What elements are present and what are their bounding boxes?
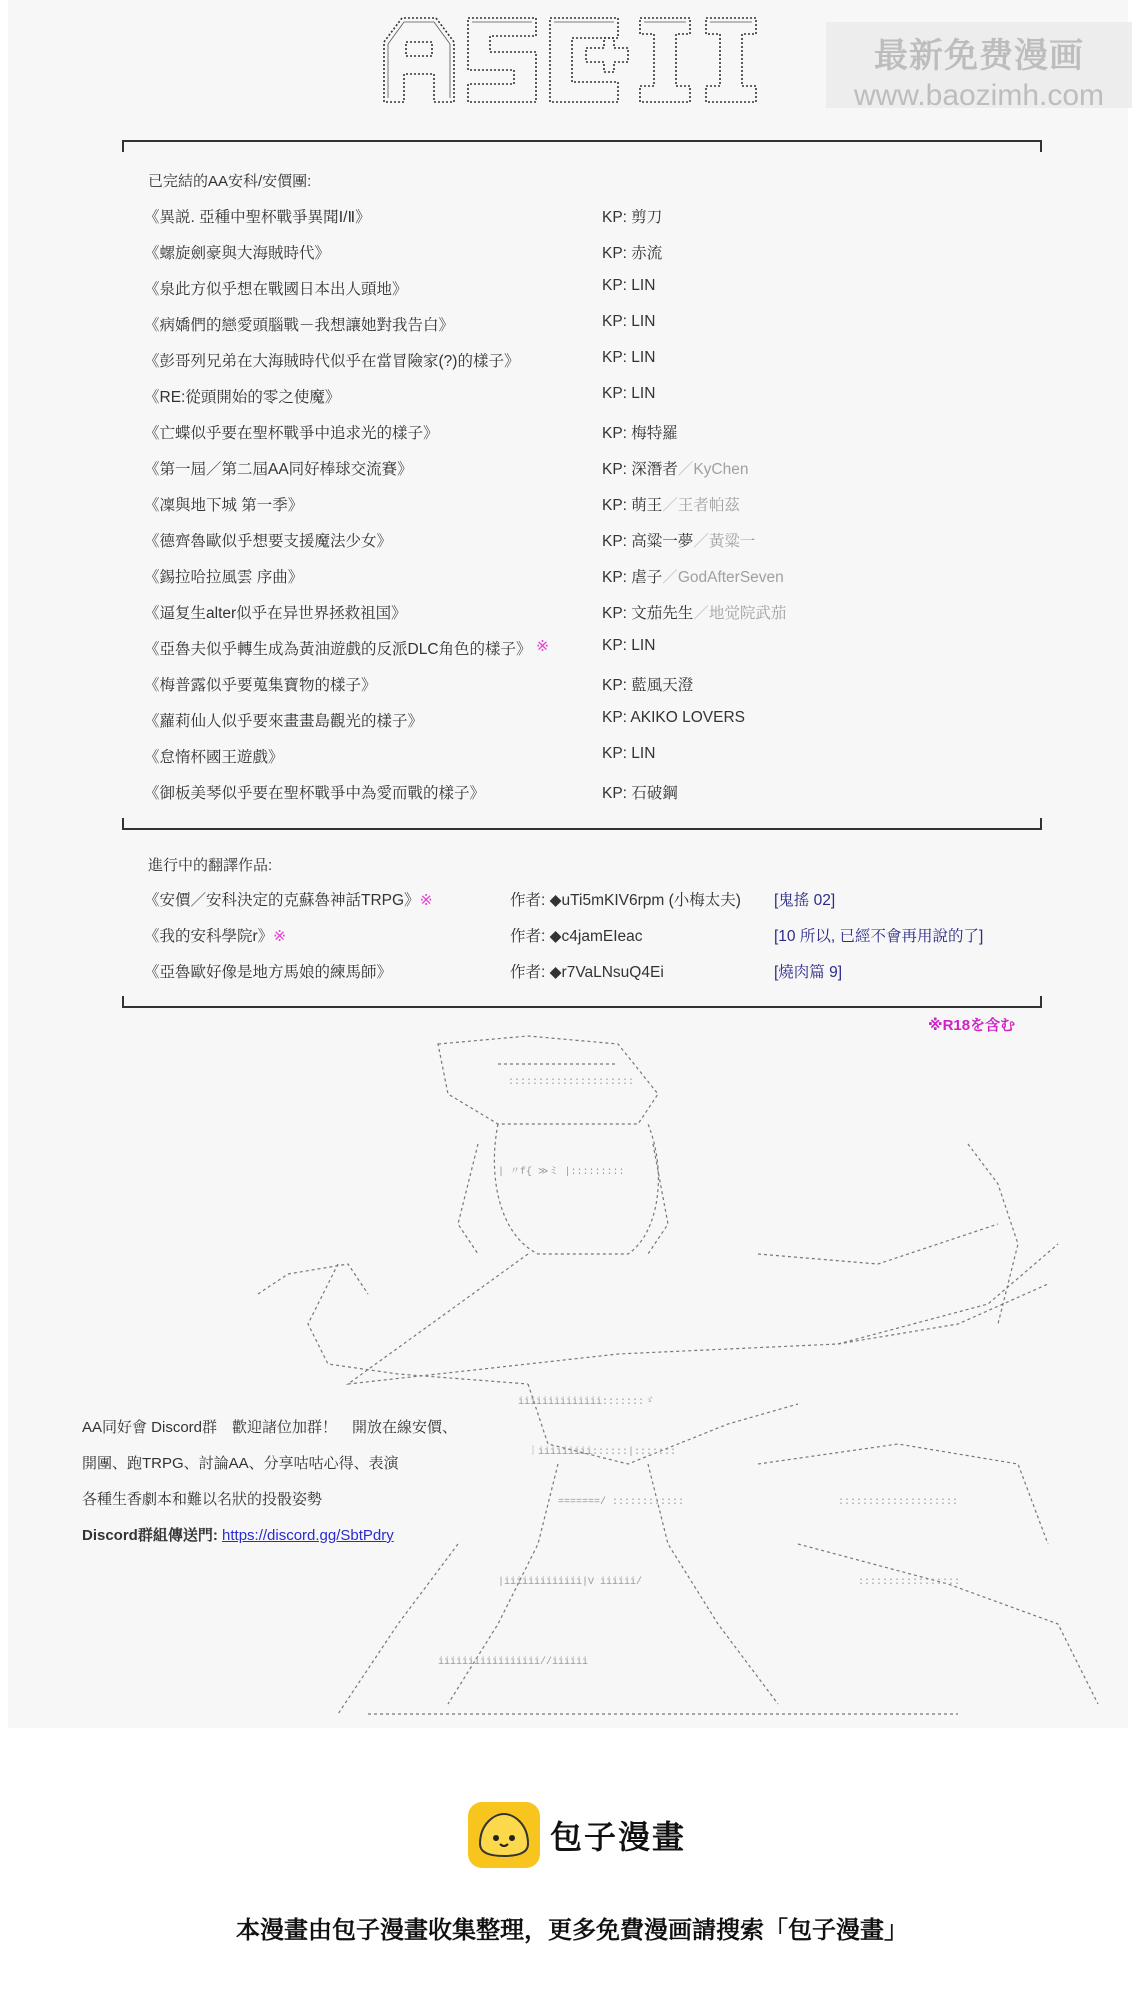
kp-name: KP: 高粱一夢 [602, 533, 694, 550]
kp-separator: ／ [693, 605, 709, 622]
svg-text:｜iiiiiiiii::::::|:::::::: ｜iiiiiiiii::::::|::::::: [528, 1447, 677, 1458]
kp-name: KP: 萌王 [602, 497, 663, 514]
svg-text:| 〃f{ ≫ミ |:::::::::: | 〃f{ ≫ミ |::::::::: [498, 1167, 625, 1178]
translation-title-group [144, 960, 392, 982]
translation-author: 作者: ◆c4jamEIeac [510, 928, 643, 945]
completed-heading: 已完結的AA安科/安價團: [148, 173, 312, 190]
translation-author: 作者: ◆r7VaLNsuQ4Ei [510, 964, 664, 981]
svg-text:|iiiiiiiiiiiii|V iiiiii/: |iiiiiiiiiiiii|V iiiiii/ [498, 1577, 643, 1588]
work-title: 《怠惰杯國王遊戲》 [144, 749, 284, 766]
kp-separator: ／ [662, 569, 678, 586]
kp-credit [602, 349, 655, 367]
work-title: 《病嬌們的戀愛頭腦戰－我想讓她對我告白》 [144, 317, 455, 334]
work-title: 《御板美琴似乎要在聖杯戰爭中為愛而戰的樣子》 [144, 785, 486, 802]
kp-credit [602, 205, 662, 227]
svg-text:=======/ ::::::::::::: =======/ :::::::::::: [558, 1497, 685, 1508]
kp-credit [602, 529, 755, 551]
translation-title: 《安價／安科決定的克蘇魯神話TRPG》 [144, 892, 420, 909]
kp-alt-name: GodAfterSeven [677, 569, 784, 586]
translation-title-group [144, 924, 286, 946]
r18-mark: ※ [536, 638, 549, 655]
translation-progress: [10 所以, 已經不會再用說的了] [774, 928, 984, 945]
discord-line-2: 開團、跑TRPG、討論AA、分享咕咕心得、表演 [82, 1455, 399, 1472]
work-title: 《RE:從頭開始的零之使魔》 [144, 389, 341, 406]
section-divider-mid [122, 818, 1042, 830]
work-title: 《錫拉哈拉風雲 序曲》 [144, 569, 304, 586]
kp-alt-name: KyChen [693, 461, 749, 478]
r18-note: ※R18を含む [928, 1017, 1016, 1034]
kp-credit [602, 781, 678, 803]
work-title: 《泉此方似乎想在戰國日本出人頭地》 [144, 281, 408, 298]
kp-credit [602, 385, 655, 403]
kp-name: KP: LIN [602, 313, 656, 330]
kp-name: KP: AKIKO LOVERS [602, 709, 746, 726]
r18-mark: ※ [419, 892, 433, 909]
ascii-logo [378, 12, 764, 108]
translation-progress: [鬼搖 02] [774, 892, 836, 909]
discord-link[interactable]: https://discord.gg/SbtPdry [222, 1527, 394, 1544]
kp-credit [602, 709, 745, 727]
page-panel [8, 0, 1128, 1728]
svg-text:iiiiiiiiiiiiiiiii//iiiiii: iiiiiiiiiiiiiiiii//iiiiii [438, 1657, 589, 1668]
discord-info [82, 1410, 472, 1554]
watermark-url: www.baozimh.com [853, 79, 1105, 112]
watermark-title: 最新免费漫画 [874, 37, 1084, 75]
translation-title-group [144, 888, 433, 910]
kp-credit [602, 745, 655, 763]
kp-credit [602, 421, 678, 443]
watermark [826, 22, 1132, 112]
kp-name: KP: 文茄先生 [602, 605, 694, 622]
kp-name: KP: LIN [602, 637, 656, 654]
kp-name: KP: 赤流 [602, 245, 663, 262]
kp-alt-name: 地觉院武茄 [708, 605, 787, 622]
work-title: 《梅普露似乎要蒐集寶物的樣子》 [144, 677, 377, 694]
work-title: 《蘿莉仙人似乎要來畫畫島觀光的樣子》 [144, 713, 424, 730]
kp-separator: ／ [693, 533, 709, 550]
work-title: 《第一屆／第二屆AA同好棒球交流賽》 [144, 461, 413, 478]
kp-credit [602, 313, 655, 331]
kp-name: KP: LIN [602, 745, 656, 762]
translations-heading: 進行中的翻譯作品: [148, 857, 273, 874]
kp-alt-name: 王者帕茲 [677, 497, 740, 514]
translation-author: 作者: ◆uTi5mKIV6rpm (小梅太夫) [510, 892, 741, 909]
kp-name: KP: 深潛者 [602, 461, 678, 478]
footer-brand: 包子漫畫 [550, 1819, 687, 1855]
work-title: 《逼复生alter似乎在异世界拯救祖国》 [144, 605, 407, 622]
work-title: 《德齊魯歐似乎想要支援魔法少女》 [144, 533, 393, 550]
kp-name: KP: LIN [602, 277, 656, 294]
translation-title: 《我的安科學院r》 [144, 928, 274, 945]
discord-link-row [82, 1518, 472, 1554]
svg-text:iiiiiiiiiiiiii:::::::ゞ: iiiiiiiiiiiiii:::::::ゞ [518, 1397, 655, 1408]
kp-credit [602, 241, 662, 263]
kp-credit [602, 493, 740, 515]
kp-name: KP: 石破鋼 [602, 785, 678, 802]
kp-name: KP: 藍風天澄 [602, 677, 694, 694]
kp-credit [602, 457, 748, 479]
work-title: 《亡蝶似乎要在聖杯戰爭中追求光的樣子》 [144, 425, 439, 442]
section-divider-top [122, 140, 1042, 152]
r18-mark: ※ [273, 928, 287, 945]
kp-credit [602, 601, 786, 623]
work-title: 《異説. 亞種中聖杯戰爭異聞Ⅰ/Ⅱ》 [144, 209, 371, 226]
kp-separator: ／ [677, 461, 694, 478]
work-title: 《螺旋劍豪與大海賊時代》 [144, 245, 331, 262]
kp-name: KP: 梅特羅 [602, 425, 678, 442]
kp-alt-name: 黃粱一 [708, 533, 756, 550]
ascii-art-illustration [198, 1024, 1128, 1724]
svg-text:::::::::::::::::::::: :::::::::::::::::::: [838, 1497, 959, 1508]
work-title: 《彭哥列兄弟在大海賊時代似乎在當冒險家(?)的樣子》 [144, 353, 520, 370]
kp-credit [602, 673, 693, 695]
kp-credit [602, 277, 655, 295]
section-divider-bottom [122, 996, 1042, 1008]
kp-name: KP: LIN [602, 349, 656, 366]
svg-text::::::::::::::::::: ::::::::::::::::: [858, 1577, 961, 1588]
kp-name: KP: 剪刀 [602, 209, 663, 226]
discord-link-label: Discord群組傳送門: [82, 1527, 218, 1544]
discord-line-1: AA同好會 Discord群 歡迎諸位加群！ 開放在線安價、 [82, 1419, 458, 1436]
footer-note: 本漫畫由包子漫畫收集整理，更多免費漫画請搜索「包子漫畫」 [236, 1917, 908, 1944]
translation-progress: [燒肉篇 9] [774, 964, 843, 981]
discord-line-3: 各種生香劇本和難以名狀的投骰姿勢 [82, 1491, 323, 1508]
work-title: 《凜與地下城 第一季》 [144, 497, 304, 514]
kp-separator: ／ [662, 497, 678, 514]
work-title: 《亞魯夫似乎轉生成為黃油遊戲的反派DLC角色的樣子》 [144, 641, 532, 658]
kp-name: KP: 虐子 [602, 569, 663, 586]
kp-credit [602, 637, 655, 655]
kp-credit [602, 565, 784, 587]
svg-text::::::::::::::::::::::: ::::::::::::::::::::: [508, 1077, 635, 1088]
baozi-logo-icon [466, 1800, 542, 1870]
kp-name: KP: LIN [602, 385, 656, 402]
translation-title: 《亞魯歐好像是地方馬娘的練馬師》 [144, 964, 393, 981]
